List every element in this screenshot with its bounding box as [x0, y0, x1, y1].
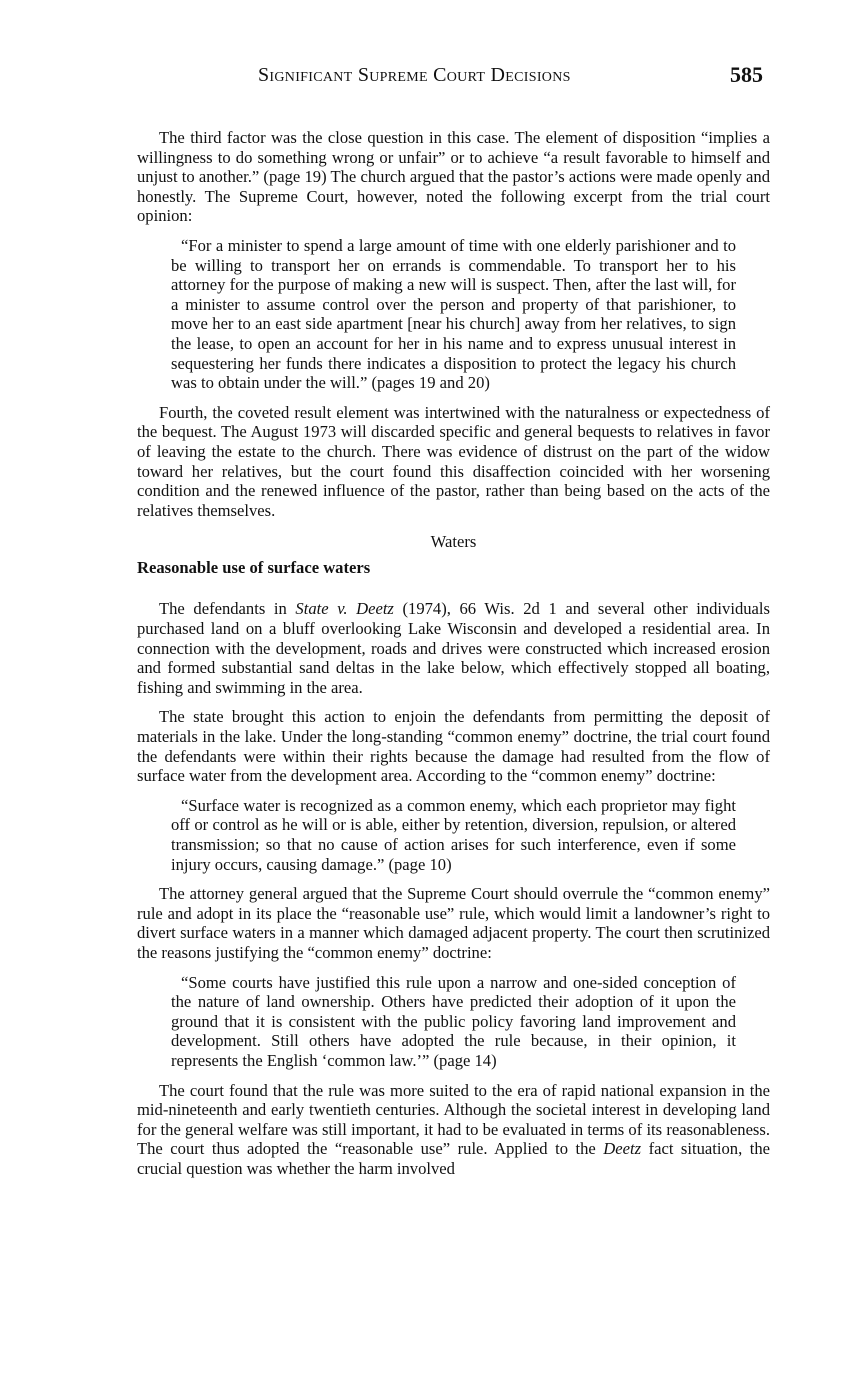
paragraph-lead: The defendants in	[159, 599, 296, 619]
block-quote-courts-justified	[171, 973, 736, 1071]
paragraph-third-factor: The third factor was the close question in this case. The element of disposition “implies a willingness to do something wrong or unfair” or to achieve “a result favorable to himself and unjust to another.” (page 19) The church argued that the pastor’s actions were made openly and honestly. The Supreme Court, however, noted the following excerpt from the trial court opinion:	[137, 128, 770, 226]
paragraph-fourth-factor: Fourth, the coveted result element was intertwined with the naturalness or expectedness of the bequest. The August 1973 will discarded specific and general bequests to relatives in favor of leaving the estate to the church. There was evidence of distrust on the part of the widow toward her relatives, but the court found this disaffection coincided with her worsening condition and the renewed influence of the pastor, rather than being based on the acts of the relatives themselves.	[137, 402, 770, 520]
page-number: 585	[730, 62, 763, 87]
case-name: Deetz	[603, 1139, 642, 1159]
paragraph-state-action: The state brought this action to enjoin the defendants from permitting the deposit of materials in the lake. Under the long-standing “common enemy” doctrine, the trial court found the defendants were within their rights because the damage had resulted from the flow of surface water from the development area. According to the “common enemy” doctrine:	[137, 707, 770, 786]
paragraph-rest: fact situation, the crucial question was whether the harm involved	[137, 1139, 771, 1178]
paragraph-attorney-general: The attorney general argued that the Supreme Court should overrule the “common enemy” rule and adopt in its place the “reasonable use” rule, which would limit a landowner’s right to divert surface waters in a manner which damaged adjacent property. The court then scrutinized the reasons justifying the “common enemy” doctrine:	[137, 884, 770, 962]
block-quote-trial-court	[171, 236, 736, 393]
running-title: Significant Supreme Court Decisions	[258, 64, 571, 86]
subsection-title: Reasonable use of surface waters	[137, 557, 371, 577]
paragraph-court-found	[137, 1081, 770, 1179]
body-text	[137, 128, 770, 1189]
block-quote-common-enemy	[171, 796, 736, 874]
section-title: Waters	[430, 532, 477, 552]
quote-text: “Some courts have justified this rule upon a narrow and one-sided conception of the nature of land ownership. Others have predicted their adoption of it upon the ground that it is consistent with the public policy favoring land improvement and development. Still others have adopted the rule because, in their opinion, it represents the English ‘common law.’” (page 14)	[171, 972, 736, 1070]
paragraph-lead: The court found that the rule was more suited to the era of rapid national expansion in the mid-nineteenth and early twentieth centuries. Although the societal interest in developing land for the general welfare was still important, it had to be evaluated in terms of its reasonableness. The court thus adopted the “reasonable use” rule. Applied to the	[137, 1080, 770, 1159]
quote-text: “Surface water is recognized as a common enemy, which each proprietor may fight off or control as he will or is able, either by retention, diversion, repulsion, or altered transmission; so that no cause of action arises for such interference, even if some injury occurs, causing damage.” (page 10)	[171, 795, 736, 874]
paragraph-rest: (1974), 66 Wis. 2d 1 and several other individuals purchased land on a bluff overlooking Lake Wisconsin and developed a residential area. In connection with the development, roads and drives were constructed which increased erosion and formed substantial sand deltas in the lake below, which effectively stopped all boating, fishing and swimming in the area.	[137, 599, 770, 697]
paragraph-deetz-facts	[137, 599, 770, 697]
quote-text: “For a minister to spend a large amount of time with one elderly parishioner and to be willing to transport her on errands is commendable. To transport her to his attorney for the purpose of making a new will is suspect. Then, after the last will, for a minister to assume control over the person and property of that parishioner, to move her to an east side apartment [near his church] away from her relatives, to sign the lease, to open an account for her in his name and to express unusual interest in sequestering her funds there indicates a disposition to protect the legacy his church was to obtain under the will.” (pages 19 and 20)	[171, 235, 736, 393]
case-name: State v. Deetz	[295, 599, 394, 619]
